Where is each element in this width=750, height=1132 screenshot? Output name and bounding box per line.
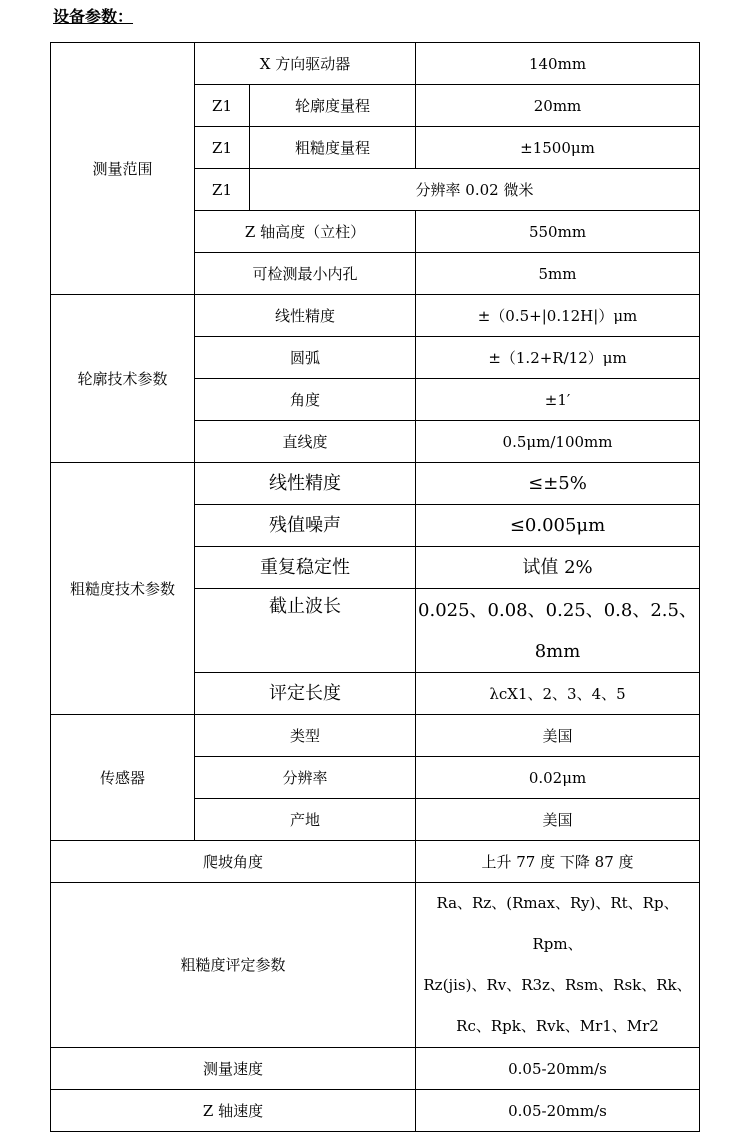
z1-tag: Z1 [195,127,250,169]
min-hole-label: 可检测最小内孔 [195,253,416,295]
z-height-label: Z 轴高度（立柱） [195,211,416,253]
climb-value: 上升 77 度 下降 87 度 [416,841,700,883]
cutoff-value-line1: 0.025、0.08、0.25、0.8、2.5、 [418,599,697,621]
rough-params-value [416,883,700,1048]
rough-linear-value: ≤±5% [416,463,700,505]
table-row [51,463,700,505]
arc-label: 圆弧 [195,337,416,379]
roughness-range-value: ±1500μm [416,127,700,169]
contour-range-value: 20mm [416,85,700,127]
speed-value: 0.05-20mm/s [416,1048,700,1090]
z1-tag: Z1 [195,169,250,211]
contour-range-label: 轮廓度量程 [250,85,416,127]
straightness-label: 直线度 [195,421,416,463]
x-drive-value: 140mm [416,43,700,85]
rough-params-line3: Rc、Rpk、Rvk、Mr1、Mr2 [456,1017,659,1035]
z-speed-label: Z 轴速度 [51,1090,416,1132]
sensor-origin-label: 产地 [195,799,416,841]
climb-label: 爬坡角度 [51,841,416,883]
eval-length-value: λcX1、2、3、4、5 [416,673,700,715]
speed-label: 测量速度 [51,1048,416,1090]
sensor-type-label: 类型 [195,715,416,757]
angle-value: ±1′ [416,379,700,421]
contour-linear-value: ±（0.5+|0.12H|）μm [416,295,700,337]
table-row [51,295,700,337]
cutoff-label: 截止波长 [195,589,416,673]
section-heading: 设备参数： [53,7,134,26]
noise-label: 残值噪声 [195,505,416,547]
z-speed-value: 0.05-20mm/s [416,1090,700,1132]
group-roughness: 粗糙度技术参数 [51,463,195,715]
cutoff-value [416,589,700,673]
roughness-range-label: 粗糙度量程 [250,127,416,169]
table-row [51,1048,700,1090]
sensor-resolution-label: 分辨率 [195,757,416,799]
rough-linear-label: 线性精度 [195,463,416,505]
group-contour: 轮廓技术参数 [51,295,195,463]
group-sensor: 传感器 [51,715,195,841]
table-row [51,43,700,85]
sensor-origin-value: 美国 [416,799,700,841]
z1-tag: Z1 [195,85,250,127]
table-row [51,841,700,883]
table-row [51,715,700,757]
sensor-type-value: 美国 [416,715,700,757]
sensor-resolution-value: 0.02μm [416,757,700,799]
resolution-value: 分辨率 0.02 微米 [250,169,700,211]
table-row [51,883,700,1048]
min-hole-value: 5mm [416,253,700,295]
z-height-value: 550mm [416,211,700,253]
eval-length-label: 评定长度 [195,673,416,715]
rough-params-line1: Ra、Rz、(Rmax、Ry)、Rt、Rp、Rpm、 [436,894,679,953]
spec-table [50,42,700,1132]
contour-linear-label: 线性精度 [195,295,416,337]
rough-params-label: 粗糙度评定参数 [51,883,416,1048]
angle-label: 角度 [195,379,416,421]
repeatability-value: 试值 2% [416,547,700,589]
x-drive-label: X 方向驱动器 [195,43,416,85]
repeatability-label: 重复稳定性 [195,547,416,589]
group-measure-range: 测量范围 [51,43,195,295]
noise-value: ≤0.005μm [416,505,700,547]
table-row [51,1090,700,1132]
straightness-value: 0.5μm/100mm [416,421,700,463]
arc-value: ±（1.2+R/12）μm [416,337,700,379]
cutoff-value-line2: 8mm [534,640,581,662]
rough-params-line2: Rz(jis)、Rv、R3z、Rsm、Rsk、Rk、 [423,976,692,994]
